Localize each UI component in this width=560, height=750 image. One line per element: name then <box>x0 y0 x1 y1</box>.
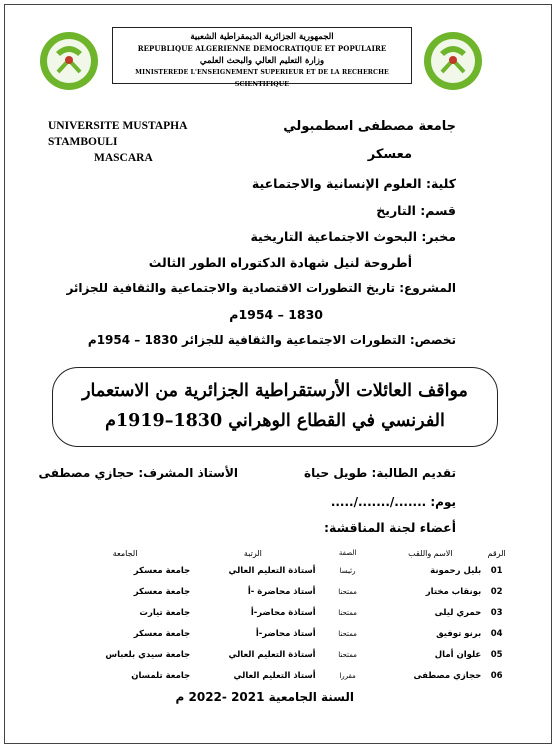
university-fr-line2: MASCARA <box>94 152 153 164</box>
department-line: قسم: التاريخ <box>376 203 456 218</box>
thesis-title-box <box>52 367 498 447</box>
member-name: علوان أمال <box>434 649 482 660</box>
member-university: جامعة سيدي بلعباس <box>105 649 191 660</box>
supervisor-line: الأستاذ المشرف: حجازي مصطفى <box>38 466 238 480</box>
col-header-rank: الرتبة <box>243 548 262 558</box>
member-rank: أستاذة التعليم العالي <box>228 565 316 576</box>
table-row <box>60 623 512 644</box>
member-university: جامعة معسكر <box>133 586 191 597</box>
member-role: ممتحنا <box>338 629 357 638</box>
member-rank: أستاذ محاضرة -أ <box>247 586 316 597</box>
project-line: المشروع: تاريخ التطورات الاقتصادية والاجتماعية والثقافية للجزائر <box>66 281 456 295</box>
member-number: 02 <box>490 586 503 597</box>
table-row <box>60 581 512 602</box>
col-header-role: الصفة <box>338 549 357 557</box>
table-row <box>60 560 512 581</box>
header-ministry-fr: MINISTEREDE L'ENSEIGNEMENT SUPERIEUR ET DE LA RECHERCHE SCIENTIFIQUE <box>135 69 389 88</box>
member-role: رئيسا <box>339 566 356 575</box>
member-university: جامعة معسكر <box>133 565 191 576</box>
member-name: بليل رحمونة <box>430 565 482 576</box>
faculty-line: كلية: العلوم الإنسانية والاجتماعية <box>251 176 456 191</box>
member-role: ممتحنا <box>338 587 357 596</box>
university-name-fr <box>48 118 238 166</box>
header-republic-ar: الجمهورية الجزائرية الديمقراطية الشعبية <box>190 32 334 42</box>
project-years: 1830 – 1954م <box>229 307 323 322</box>
col-header-name: الاسم واللقب <box>408 548 453 558</box>
table-row <box>60 602 512 623</box>
table-row <box>60 644 512 665</box>
university-logo-right <box>422 30 484 92</box>
defense-date-line: يوم: ......./......./..... <box>330 495 456 509</box>
member-name: برنو توفيق <box>436 628 482 639</box>
laboratory-line: مخبر: البحوث الاجتماعية التاريخية <box>250 229 456 244</box>
header-republic-fr: REPUBLIQUE ALGERIENNE DEMOCRATIQUE ET POPULAIRE <box>137 44 387 53</box>
committee-table <box>60 546 512 686</box>
member-name: بونقاب مختار <box>425 586 482 597</box>
member-rank: أستاذة محاضر-أ <box>250 607 316 618</box>
student-line: تقديم الطالبة: طويل حياة <box>304 466 456 480</box>
member-university: جامعة تيارت <box>139 607 191 618</box>
member-role: ممتحنا <box>338 650 357 659</box>
col-header-number: الرقم <box>487 548 506 558</box>
member-number: 04 <box>490 628 503 639</box>
thesis-line: أطروحة لنيل شهادة الدكتوراه الطور الثالث <box>148 255 412 270</box>
member-rank: أستاذ التعليم العالي <box>233 670 316 681</box>
member-role: ممتحنا <box>338 608 357 617</box>
member-university: جامعة معسكر <box>133 628 191 639</box>
specialty-line: تخصص: التطورات الاجتماعية والثقافية للجزائر 1830 – 1954م <box>87 333 456 347</box>
ministry-header <box>112 27 412 88</box>
member-number: 06 <box>490 670 503 681</box>
university-name-ar: جامعة مصطفى اسطمبولي <box>283 119 456 134</box>
member-rank: أستاذ محاضر-أ <box>255 628 316 639</box>
committee-label: أعضاء لجنة المناقشة: <box>324 520 456 535</box>
university-fr-line1: UNIVERSITE MUSTAPHA STAMBOULI <box>48 120 187 148</box>
member-number: 05 <box>490 649 503 660</box>
member-rank: أستاذة التعليم العالي <box>228 649 316 660</box>
committee-header-row <box>60 546 512 560</box>
member-role: مقررا <box>339 671 356 680</box>
member-number: 03 <box>490 607 503 618</box>
thesis-title-line2: الفرنسي في القطاع الوهراني 1830–1919م <box>105 411 445 431</box>
member-name: حمري ليلى <box>434 607 482 618</box>
member-number: 01 <box>490 565 503 576</box>
member-name: حجازي مصطفى <box>413 670 482 681</box>
col-header-university: الجامعة <box>112 548 138 558</box>
academic-year: السنة الجامعية 2021 -2022 م <box>175 690 354 704</box>
thesis-title-line1: مواقف العائلات الأرستقراطية الجزائرية من الاستعمار <box>82 381 468 401</box>
university-logo-left <box>38 30 100 92</box>
member-university: جامعة تلمسان <box>131 670 191 681</box>
table-row <box>60 665 512 686</box>
header-ministry-ar: وزارة التعليم العالي والبحث العلمي <box>199 56 325 66</box>
university-city-ar: معسكر <box>367 147 412 162</box>
